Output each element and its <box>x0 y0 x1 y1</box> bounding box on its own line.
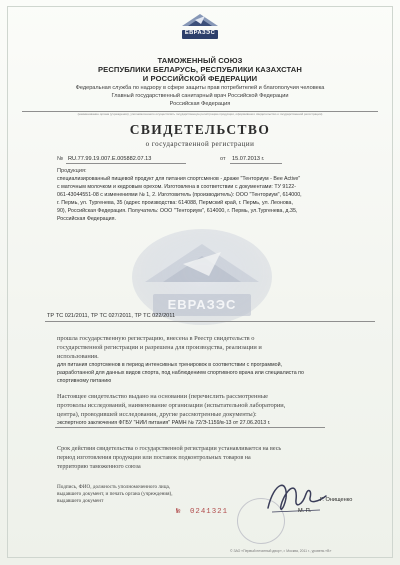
agency-line-1: Федеральная служба по надзору в сфере защиты прав потребителей и благополучия человека <box>75 85 325 91</box>
serial-number: 0241321 <box>190 508 229 516</box>
agency-line-3: Российская Федерация <box>169 101 231 107</box>
serial-prefix: № <box>176 508 182 516</box>
signer-name: Г. Онищенко <box>320 497 353 503</box>
basis-underline <box>55 427 325 428</box>
document-title: СВИДЕТЕЛЬСТВО <box>129 122 271 137</box>
basis-line-3: центра), проводившей исследования, другие рассмотренные документы): <box>57 411 257 418</box>
product-line-4: г. Пермь, ул. Тургенева, 35 (адрес производства: 614088, Пермский край, г. Пермь, ул. Леонова, <box>57 200 293 206</box>
eurasec-emblem-icon <box>168 8 232 48</box>
mp-label: М. П. <box>298 508 312 514</box>
signature-caption-3: выдавшего документ <box>57 498 104 504</box>
passed-line-2: государственной регистрации и разрешена для производства, реализации и <box>57 344 262 351</box>
emblem-label: ЕВРАЗЭС <box>184 30 216 36</box>
header-microline: (наименование органа (учреждения), уполномоченного осуществлять государственную регистрацию продукции, оформившего свидетельство о государственной регистрации) <box>77 112 323 116</box>
agency-line-2: Главный государственный санитарный врач Российской Федерации <box>111 93 289 99</box>
date-underline <box>230 163 282 164</box>
conformity-underline <box>45 321 375 322</box>
usage-line-1: для питания спортсменов в период интенсивных тренировок в соответствии с программой, <box>57 362 283 368</box>
header-line-3: И РОССИЙСКОЙ ФЕДЕРАЦИИ <box>142 74 258 83</box>
validity-line-2: период изготовления продукции или поставок подконтрольных товаров на <box>57 455 251 461</box>
signature-icon <box>262 472 332 520</box>
product-line-5: 90), Российская Федерация. Получатель: ООО "Тенториум", 614000, г. Пермь, ул.Тургенева, д.35, <box>57 208 298 214</box>
footer-print-info: © ЗАО «Первый печатный двор», г. Москва, 2011 г., уровень «В» <box>230 549 332 553</box>
validity-line-3: территорию таможенного союза <box>57 464 141 470</box>
signature-caption-2: выдавшего документ, и печать органа (учреждения), <box>57 491 173 497</box>
header-line-1: ТАМОЖЕННЫЙ СОЮЗ <box>157 56 243 65</box>
passed-line-1: прошла государственную регистрацию, внесена в Реестр свидетельств о <box>57 335 255 342</box>
reg-number-prefix: № <box>57 156 64 162</box>
basis-line-2: протоколы исследований, наименование организации (испытательной лаборатории, <box>57 402 286 409</box>
reg-number-underline <box>66 163 186 164</box>
reg-number: RU.77.99.19.007.Е.005882.07.13 <box>68 156 152 162</box>
usage-line-3: спортивному питанию <box>57 378 112 384</box>
basis-line-1: Настоящее свидетельство выдано на основании (перечислить рассмотренные <box>57 393 268 400</box>
issue-date: 15.07.2013 г. <box>232 156 265 162</box>
product-line-1: специализированный пищевой продукт для питания спортсменов - драже "Тенториум - Bee Active" <box>57 176 301 182</box>
basis-value: экспертного заключения ФГБУ "НИИ питания" РАМН № 72/Э-1159/в-13 от 27.06.2013 г. <box>57 420 271 426</box>
passed-line-3: использования. <box>57 353 99 360</box>
header-line-2: РЕСПУБЛИКИ БЕЛАРУСЬ, РЕСПУБЛИКИ КАЗАХСТАН <box>98 65 302 74</box>
signature-caption-1: Подпись, ФИО, должность уполномоченного лица, <box>57 484 171 490</box>
product-line-3: 061-43044551-08 с изменениями № 1, 2. Изготовитель (производитель): ООО "Тенториум", 614000, <box>57 192 302 198</box>
date-prefix: от <box>220 156 226 162</box>
usage-line-2: разработанной для данных видов спорта, под наблюдением спортивного врача или специалиста по <box>57 370 304 376</box>
product-label: Продукция: <box>57 168 87 174</box>
product-line-2: с маточным молочком и кедровым орехом. Изготовлена в соответствии с документами: ТУ 9122- <box>57 184 296 190</box>
validity-line-1: Срок действия свидетельства о государственной регистрации устанавливается на весь <box>57 446 282 452</box>
product-line-6: Российская Федерация. <box>57 216 116 222</box>
document-subtitle: о государственной регистрации <box>145 140 255 148</box>
watermark-label: ЕВРАЗЭС <box>167 297 237 312</box>
conformity-requirements: ТР ТС 021/2011, ТР ТС 027/2011, ТР ТС 022/2011 <box>47 313 176 319</box>
watermark-emblem-icon <box>123 222 281 352</box>
